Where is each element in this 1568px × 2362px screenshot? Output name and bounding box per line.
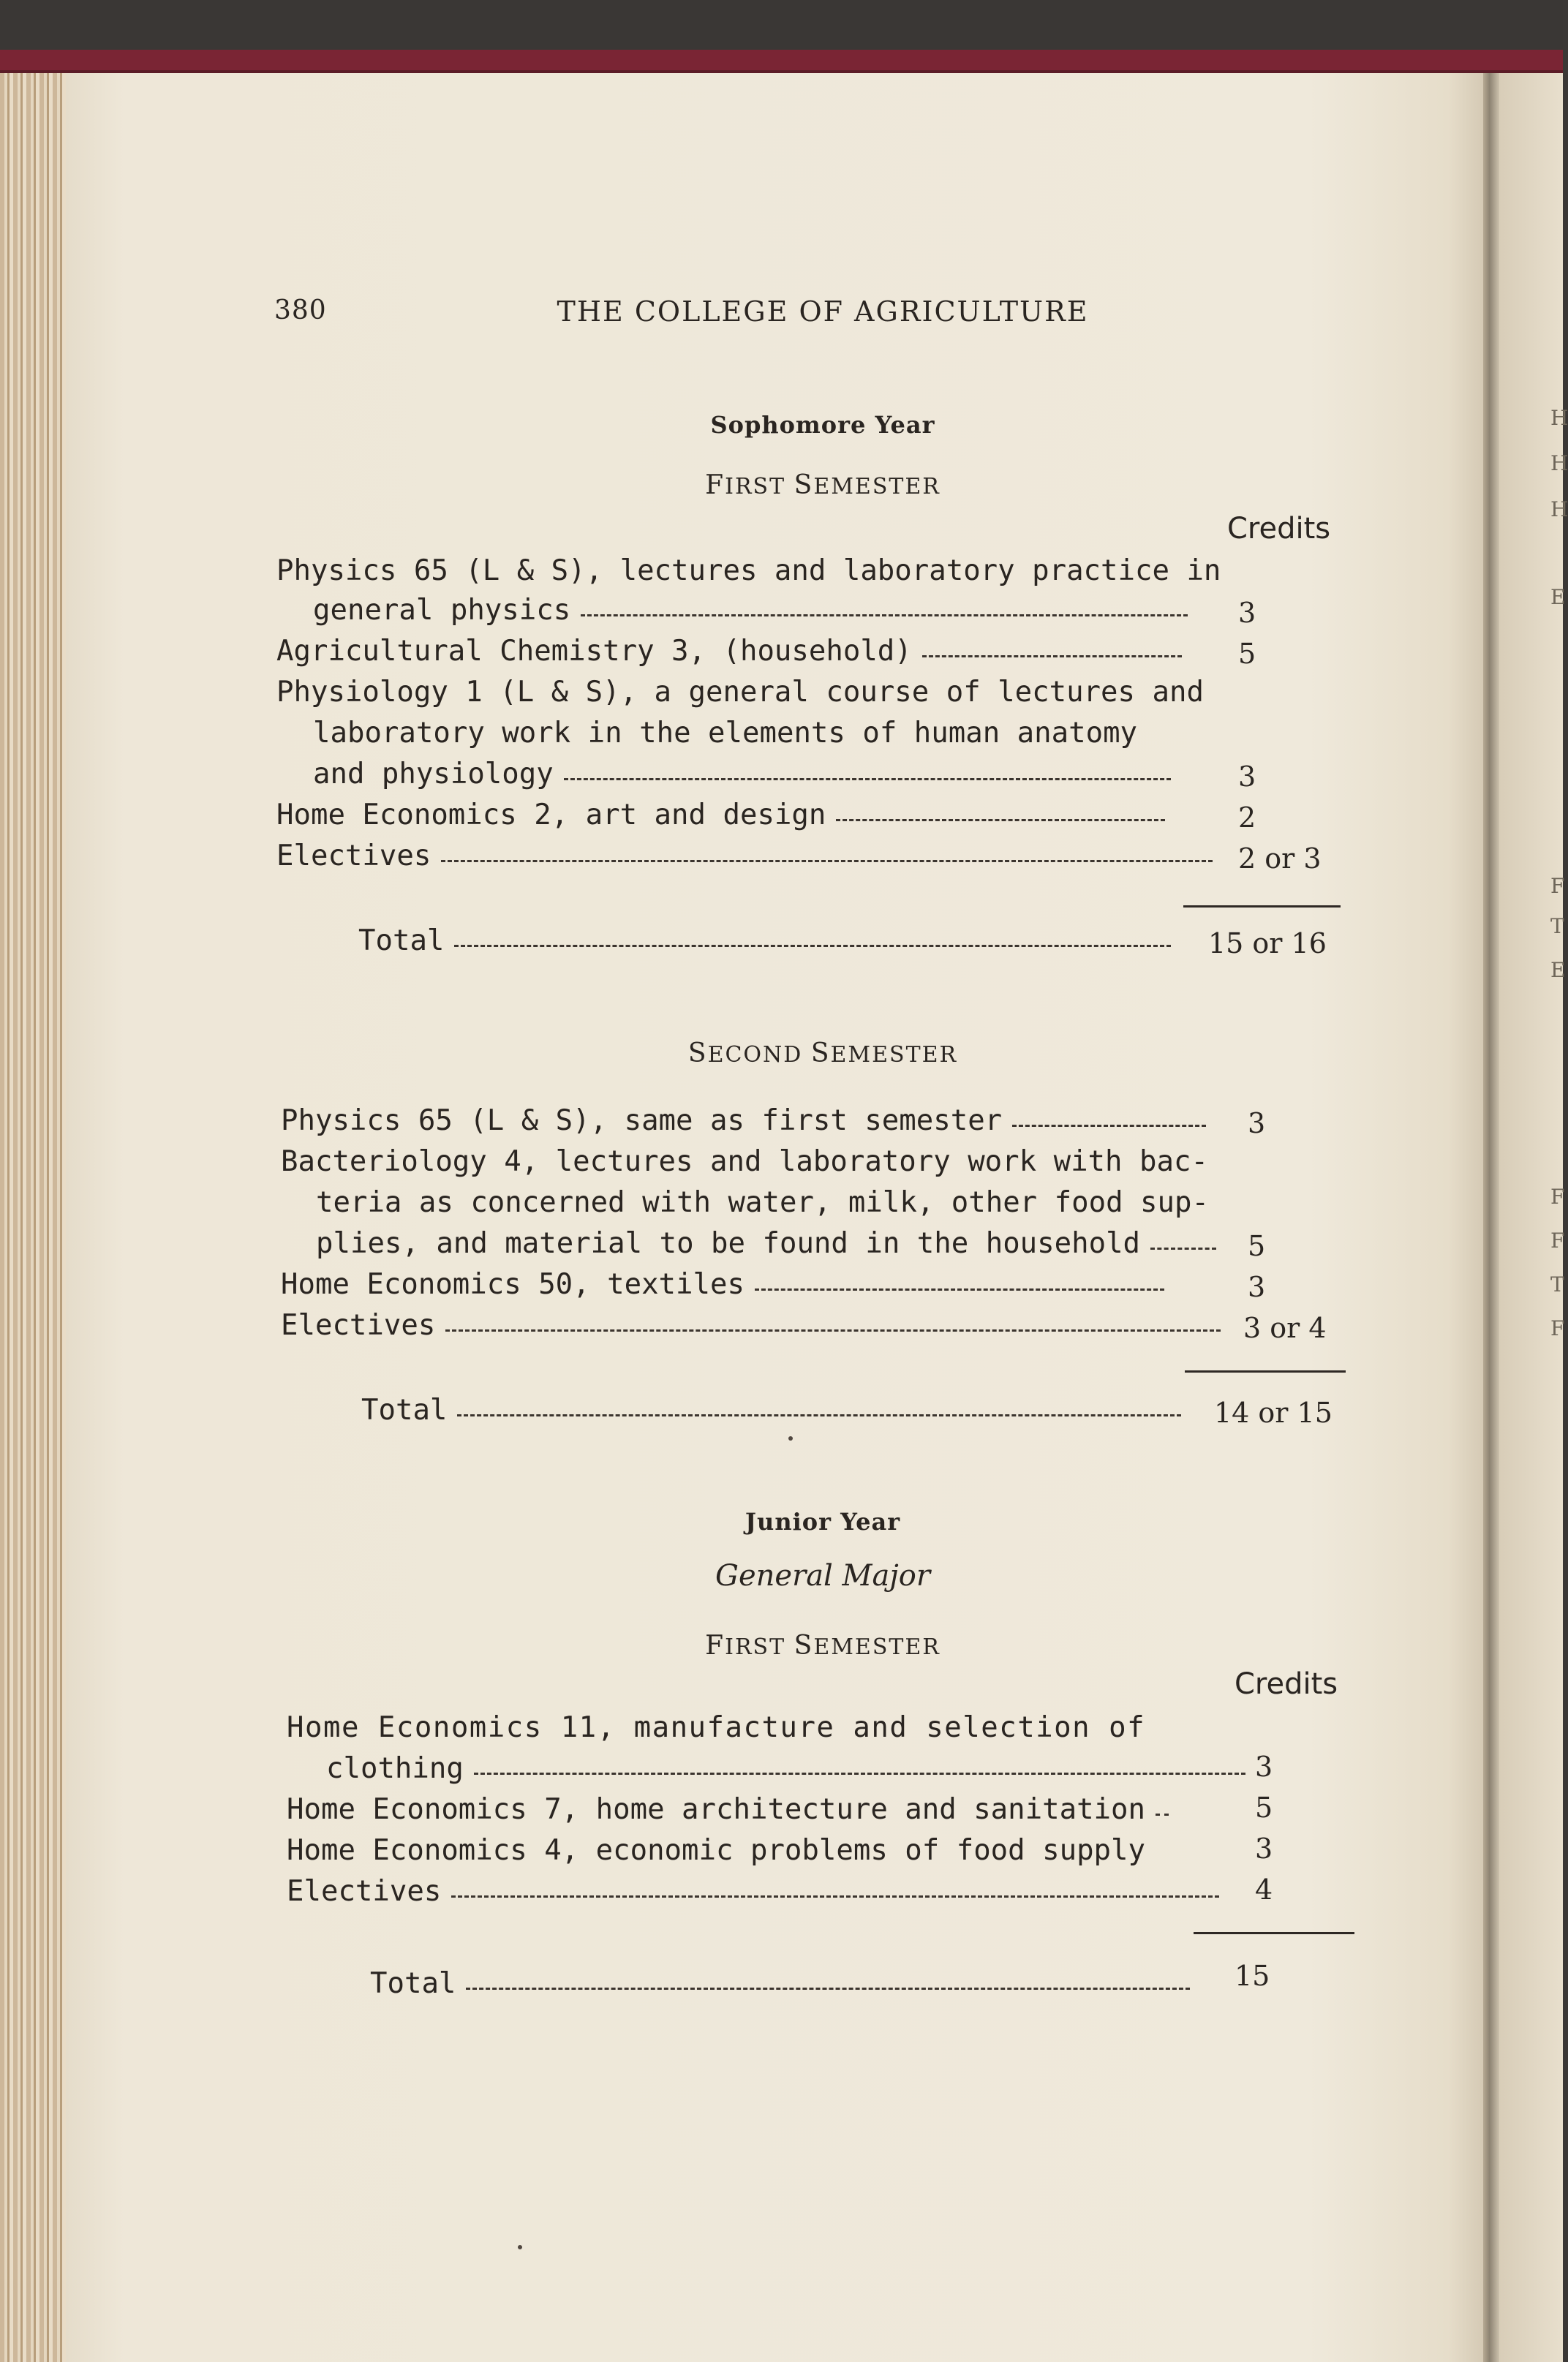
major-title: General Major — [715, 1559, 930, 1593]
section-title-junior-year: Junior Year — [745, 1508, 901, 1536]
total-rule — [1183, 905, 1341, 908]
subsection-title-second-semester: SECOND SEMESTER — [687, 1038, 958, 1068]
background-top — [0, 0, 1563, 51]
credits-column-header: Credits — [1235, 1667, 1338, 1701]
section-title-sophomore-year: Sophomore Year — [710, 411, 935, 439]
fragment-letter: T — [1550, 1272, 1564, 1297]
total-credit-value: 15 or 16 — [1208, 927, 1327, 959]
credits-column-header: Credits — [1227, 512, 1331, 546]
page-edges — [0, 73, 69, 2362]
credit-value: 3 — [1238, 761, 1256, 793]
fragment-letter: F — [1550, 1185, 1565, 1209]
subsection-title-junior-first-semester: FIRST SEMESTER — [705, 1631, 941, 1661]
credit-value: 3 — [1238, 597, 1256, 629]
book-gutter — [1483, 73, 1499, 2362]
credit-value: 5 — [1255, 1792, 1273, 1824]
book-cover-edge — [0, 50, 1563, 76]
course-line: Home Economics 4, economic problems of food supply — [287, 1834, 1145, 1867]
total-rule — [1185, 1370, 1346, 1373]
course-line: Home Economics 11, manufacture and selection of — [287, 1711, 1146, 1744]
credit-value: 2 — [1238, 801, 1256, 834]
fragment-letter: F — [1550, 874, 1565, 898]
credit-value: 4 — [1255, 1874, 1273, 1906]
fragment-letter: T — [1550, 914, 1564, 938]
total-line: Total — [358, 924, 1171, 957]
total-line: Total — [370, 1967, 1190, 2000]
credit-value: 5 — [1238, 638, 1256, 670]
total-credit-value: 15 — [1235, 1960, 1270, 1992]
course-line: Electives — [276, 839, 1213, 872]
fragment-letter: E — [1550, 585, 1566, 609]
credit-value: 3 — [1255, 1833, 1273, 1865]
course-line: Physics 65 (L & S), lectures and laboratory practice in — [276, 554, 1221, 587]
course-line: Physics 65 (L & S), same as first semester — [281, 1104, 1206, 1137]
credit-value: 3 — [1255, 1751, 1273, 1783]
credit-value: 3 — [1248, 1107, 1266, 1139]
next-page-fragment — [1499, 73, 1568, 2362]
course-line: Electives — [281, 1309, 1221, 1342]
fragment-letter: H — [1550, 451, 1568, 475]
fragment-letter: F — [1550, 1229, 1565, 1253]
course-line: laboratory work in the elements of human anatomy — [313, 717, 1138, 750]
page-speck — [518, 2245, 522, 2249]
page-header — [274, 295, 1444, 339]
credit-value: 3 or 4 — [1243, 1312, 1327, 1344]
subsection-title-first-semester: FIRST SEMESTER — [705, 470, 941, 500]
course-line: Home Economics 7, home architecture and sanitation — [287, 1793, 1169, 1826]
course-line: Home Economics 2, art and design — [276, 799, 1165, 831]
course-line: plies, and material to be found in the household — [316, 1227, 1216, 1260]
course-line: and physiology — [313, 758, 1171, 791]
fragment-letter: H — [1550, 497, 1568, 521]
course-line: Physiology 1 (L & S), a general course of lectures and — [276, 676, 1204, 709]
page-speck — [788, 1436, 793, 1441]
credit-value: 5 — [1248, 1230, 1266, 1262]
total-line: Total — [361, 1394, 1181, 1427]
fragment-letter: H — [1550, 406, 1568, 430]
page-number: 380 — [274, 295, 327, 325]
credit-value: 2 or 3 — [1238, 842, 1322, 875]
running-title: THE COLLEGE OF AGRICULTURE — [557, 295, 1089, 328]
fragment-letter: F — [1550, 1316, 1565, 1340]
course-line: general physics — [313, 594, 1188, 627]
total-credit-value: 14 or 15 — [1214, 1397, 1333, 1429]
credit-value: 3 — [1248, 1271, 1266, 1303]
course-line: clothing — [326, 1752, 1245, 1785]
course-line: Agricultural Chemistry 3, (household) — [276, 635, 1182, 668]
total-rule — [1194, 1932, 1354, 1934]
course-line: Bacteriology 4, lectures and laboratory work with bac- — [281, 1145, 1208, 1178]
course-line: teria as concerned with water, milk, other food sup- — [316, 1186, 1209, 1219]
fragment-letter: E — [1550, 958, 1566, 982]
course-line: Home Economics 50, textiles — [281, 1268, 1164, 1301]
course-line: Electives — [287, 1875, 1219, 1908]
